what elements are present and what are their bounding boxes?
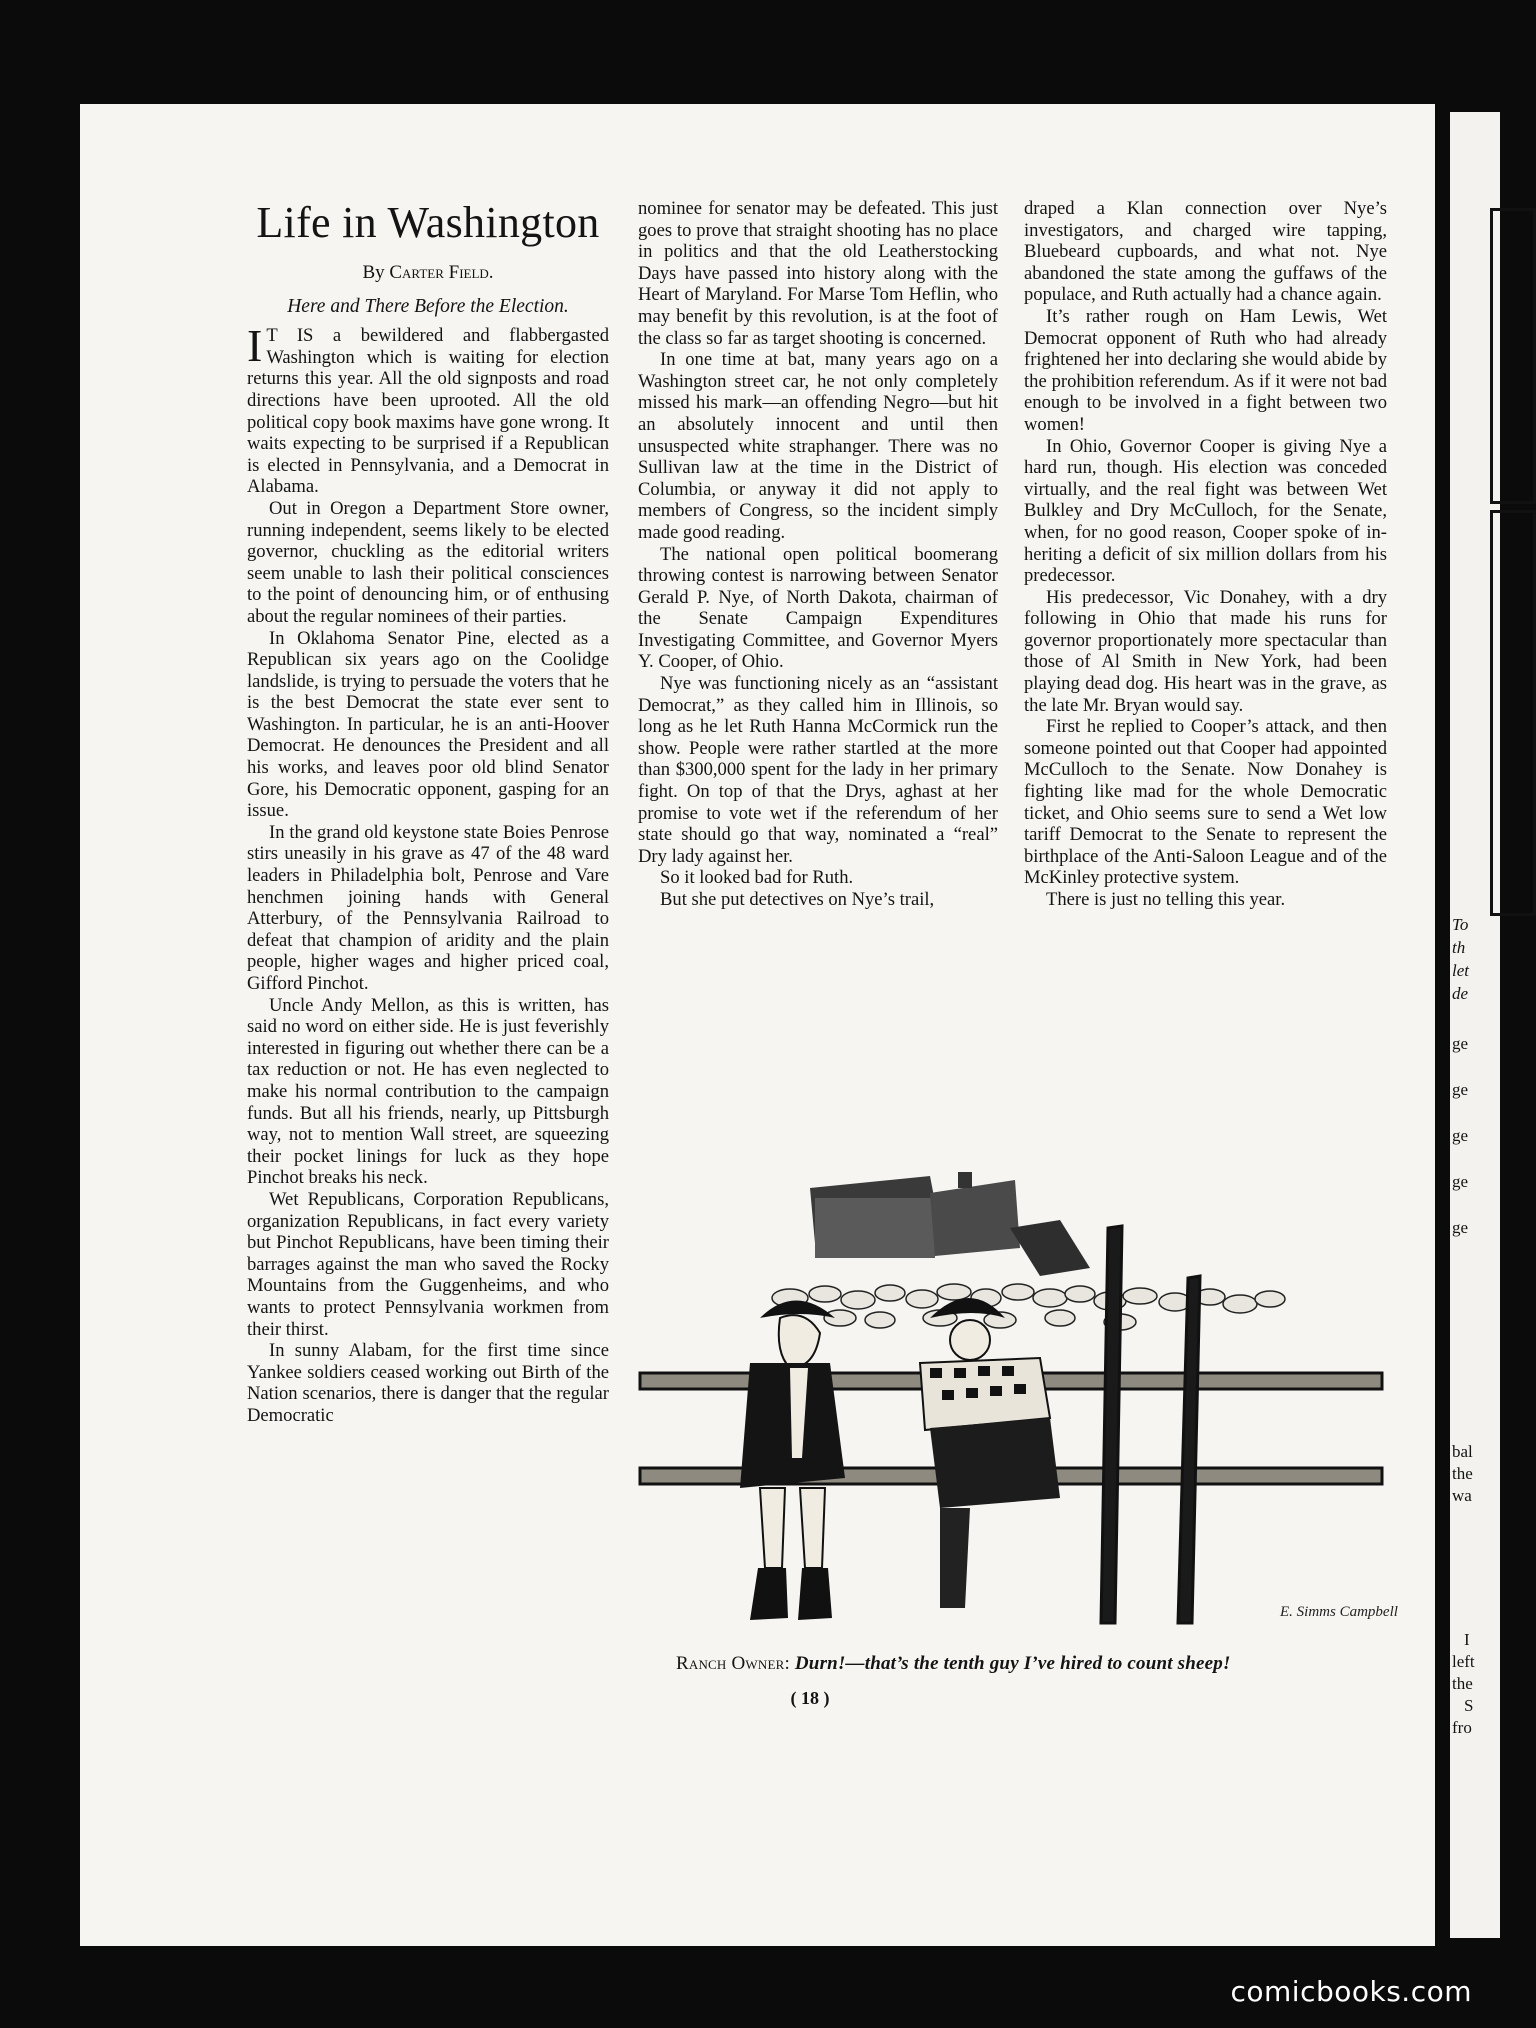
paragraph: Out in Oregon a Department Store owner, running independent, seems likely to be elected governor, chuckling as the editorial writers seem unable to lash their political consciences to the point of denouncing him, or of enthusing about the regular nominees of their parties. (247, 497, 609, 627)
adjacent-text-fragment: let (1452, 961, 1469, 980)
site-watermark: comicbooks.com (1230, 1975, 1472, 2008)
seated-cowboy (920, 1298, 1060, 1608)
paragraph: Nye was functioning nicely as an “assistant Democrat,” as they called him in Illinois, so long as he let Ruth Hanna McCormick run the show. People were rather startled at the more than $300,000 spent for the lady in her primary fight. On top of that the Drys, aghast at her promise to vote wet if the referendum of her state should go that way, nominated a “real” Dry lady against her. (638, 673, 998, 867)
adjacent-page-edge (1450, 112, 1500, 1938)
article-subhead: Here and There Before the Election. (287, 295, 569, 317)
adjacent-text-fragment: ge (1452, 1034, 1469, 1053)
artist-signature: E. Simms Campbell (1280, 1604, 1398, 1620)
adjacent-text-fragment: I (1464, 1630, 1470, 1649)
adjacent-text-fragment: th (1452, 938, 1466, 957)
adjacent-text-fragment: ge (1452, 1218, 1469, 1237)
paragraph: There is just no telling this year. (1046, 889, 1286, 910)
article-title: Life in Washington (256, 198, 600, 247)
article-byline (247, 262, 609, 284)
paragraph: So it looked bad for Ruth. (660, 867, 854, 889)
paragraph: In one time at bat, many years ago on a Washington street car, he not only completely missed his mark—an offending Negro—but hit an absolutely innocent and until then unsuspected white straphanger. There was no Sullivan law at the time in the District of Columbia, or anyway it did not apply to members of Congress, so the incident simply made good reading. (638, 349, 998, 543)
sheep-flock (772, 1284, 1285, 1330)
adjacent-text-fragment: the (1452, 1674, 1473, 1693)
paragraph: But she put detectives on Nye’s trail, (660, 889, 935, 910)
paragraph: draped a Klan connection over Nye’s investigators, and charged wire tapping, Bluebeard cupboards, and what not. Nye abandoned the state among the guffaws of the populace, and Ruth actually had a chance again. (1024, 198, 1387, 306)
article-column-1 (247, 198, 609, 1426)
adjacent-text-fragment: fro (1452, 1718, 1472, 1737)
adjacent-text-fragment: To (1452, 915, 1469, 934)
paragraph-text: T IS a bewildered and flabbergasted Washington which is waiting for election returns this year. All the old signposts and road directions have been uprooted. All the old political copy book maxims have gone wrong. It waits expecting to be surprised if a Republican is elected in Pennsylvania, and a Democrat in Alabama. (247, 325, 609, 498)
ranch-owner-figure (740, 1301, 845, 1621)
adjacent-text-fragment: S (1464, 1696, 1474, 1715)
page-number: ( 18 ) (790, 1688, 830, 1708)
caption-speaker: Ranch Owner: (676, 1653, 790, 1674)
adjacent-text-fragment: bal (1452, 1442, 1473, 1461)
paragraph: Wet Republicans, Corporation Republicans, organization Republicans, in fact every variety but Pinchot Republicans, have been timing their barrages against the man who saved the Rocky Mountains from the Guggenheims, and who wants to protect Pennsylvania workmen from their thirst. (247, 1188, 609, 1340)
paragraph: In Ohio, Governor Cooper is giving Nye a hard run, though. His election was conceded virtually, and the real fight was between Wet Bulkley and Dry McCulloch, for the Senate, when, for no good reason, Cooper spoke of inheriting a deficit of six million dollars from his predecessor. (1024, 435, 1387, 587)
paragraph (247, 320, 609, 498)
byline-prefix: By (362, 262, 390, 283)
adjacent-text-fragment: de (1452, 984, 1469, 1003)
paragraph: In the grand old keystone state Boies Penrose stirs uneasily in his grave as 47 of the 48 ward leaders in Philadelphia bolt, Penrose and Vare henchmen joining hands with General Atterbury, of the Pennsylvania Railroad to defeat that champion of aridity and the plain people, higher wages and higher priced coal, Gifford Pinchot. (247, 821, 609, 994)
adjacent-page-frame-top (1490, 208, 1536, 504)
adjacent-page-frame-bottom (1490, 510, 1536, 916)
byline-author: Carter Field. (389, 262, 494, 283)
paragraph: His predecessor, Vic Donahey, with a dry following in Ohio that made his runs for governor proportionately more spectacular than those of Al Smith in New York, had been playing dead dog. His heart was in the grave, as the late Mr. Bryan would say. (1024, 586, 1387, 716)
paragraph: The national open political boomerang throwing contest is narrowing between Senator Gerald P. Nye, of North Dakota, chairman of the Senate Campaign Expenditures Investigating Committee, and Governor Myers Y. Cooper, of Ohio. (638, 543, 998, 673)
adjacent-text-fragment: ge (1452, 1126, 1469, 1145)
paragraph: It’s rather rough on Ham Lewis, Wet Democrat opponent of Ruth who had already frightened her into declaring she would abide by the prohibition referendum. As if it were not bad enough to be involved in a fight between two women! (1024, 305, 1387, 435)
paragraph: First he replied to Cooper’s attack, and then someone pointed out that Cooper had appointed McCulloch to the Senate. Now Donahey is fighting like mad for the whole Democratic ticket, and Ohio seems sure to send a Wet low tariff Democrat to the Senate to represent the birthplace of the Anti-Saloon League and of the McKinley protective system. (1024, 716, 1387, 889)
cartoon-caption (676, 1653, 1376, 1675)
cartoon-illustration (640, 1168, 1398, 1638)
adjacent-text-fragment: ge (1452, 1080, 1469, 1099)
adjacent-text-fragment: wa (1452, 1486, 1472, 1505)
paragraph: Uncle Andy Mellon, as this is written, has said no word on either side. He is just feverishly interested in figuring out whether there can be a tax reduction or not. He has even neglected to make his normal contribution to the campaign funds. But all his friends, nearly, up Pittsburgh way, not to mention Wall street, are squeezing their pocket linings for luck as they hope Pinchot breaks his neck. (247, 994, 609, 1189)
adjacent-text-fragment: ge (1452, 1172, 1469, 1191)
paragraph: nominee for senator may be defeated. This just goes to prove that straight shooting has no place in politics and that the old Leatherstocking Days have passed into history along with the Heart of Maryland. For Marse Tom Heflin, who may benefit by this revolution, is at the foot of the class so far as target shooting is concerned. (638, 198, 998, 349)
adjacent-text-fragment: the (1452, 1464, 1473, 1483)
paragraph: In sunny Alabam, for the first time since Yankee soldiers ceased working out Birth of the Nation scenarios, there is danger that the regular Democratic (247, 1340, 609, 1426)
barn-silhouette (810, 1172, 1090, 1276)
paragraph: In Oklahoma Senator Pine, elected as a Republican six years ago on the Coolidge landslide, is trying to persuade the voters that he is the best Democrat the state ever sent to Washington. In particular, he is an anti-Hoover Democrat. He denounces the President and all his works, and leaves poor old blind Senator Gore, his Democratic opponent, gasping for an issue. (247, 627, 609, 822)
drop-cap: I (247, 320, 263, 372)
article-column-3 (1024, 198, 1387, 911)
adjacent-text-fragment: left (1452, 1652, 1475, 1671)
caption-quote: Durn!—that’s the tenth guy I’ve hired to count sheep! (794, 1653, 1231, 1674)
article-column-2 (638, 198, 998, 911)
